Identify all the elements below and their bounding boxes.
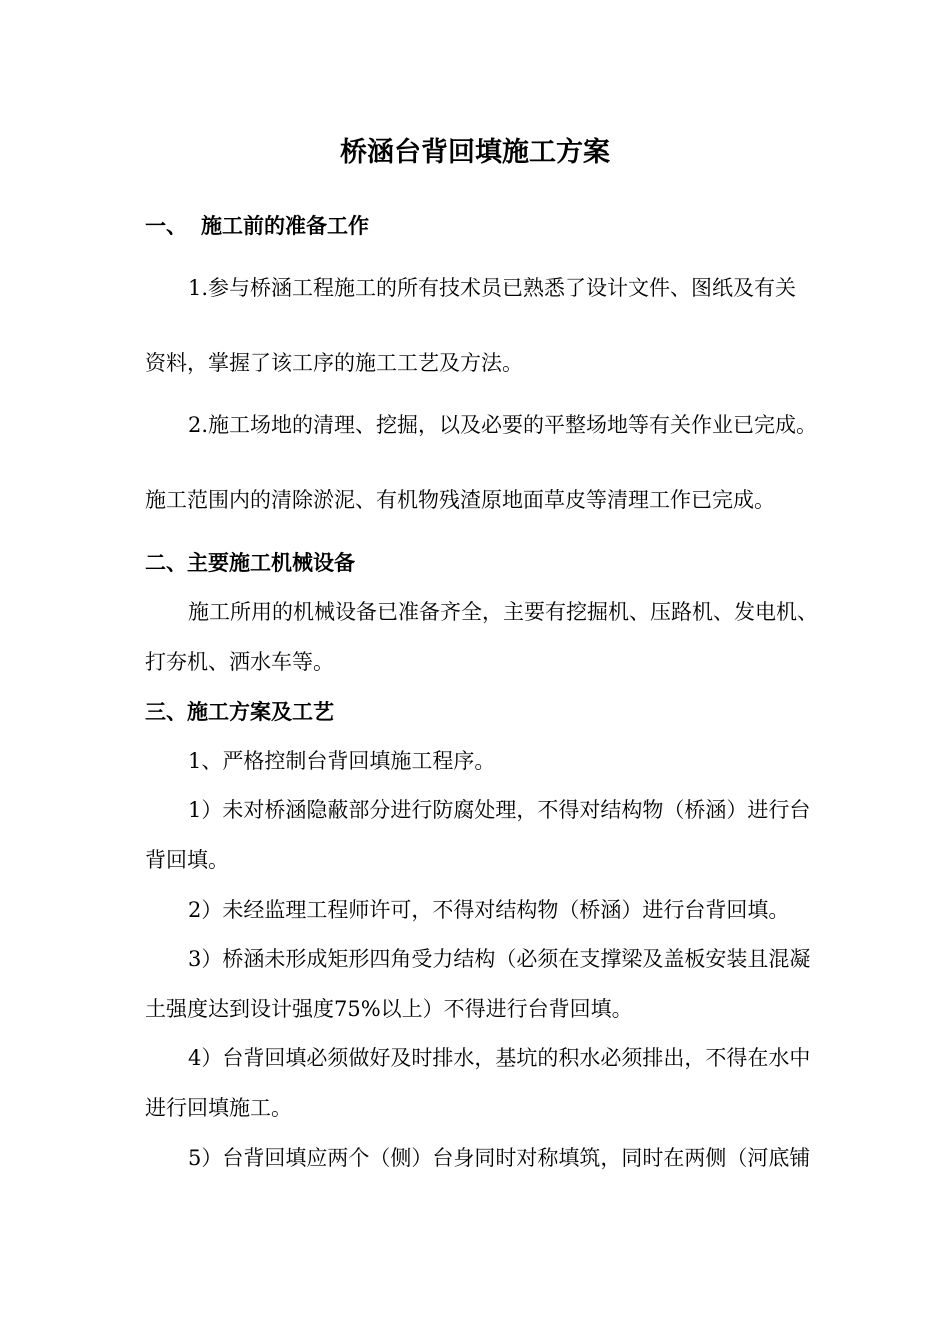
section-number-1: 一、: [145, 213, 187, 238]
section-heading-text-1: 施工前的准备工作: [201, 213, 369, 238]
section-heading-2: 二、主要施工机械设备: [145, 550, 355, 575]
paragraph-line: 2）未经监理工程师许可，不得对结构物（桥涵）进行台背回填。: [188, 898, 790, 922]
paragraph-line: 1.参与桥涵工程施工的所有技术员已熟悉了设计文件、图纸及有关: [188, 276, 797, 300]
paragraph-line: 打夯机、洒水车等。: [145, 650, 334, 674]
paragraph-line: 施工范围内的清除淤泥、有机物残渣原地面草皮等清理工作已完成。: [145, 488, 775, 512]
paragraph-line: 资料，掌握了该工序的施工工艺及方法。: [145, 351, 523, 375]
paragraph-line: 施工所用的机械设备已准备齐全，主要有挖掘机、压路机、发电机、: [188, 600, 818, 624]
paragraph-line: 进行回填施工。: [145, 1096, 292, 1120]
paragraph-line: 2.施工场地的清理、挖掘，以及必要的平整场地等有关作业已完成。: [188, 413, 818, 437]
section-heading-3: 三、施工方案及工艺: [145, 699, 334, 724]
paragraph-line: 背回填。: [145, 848, 229, 872]
paragraph-line: 5）台背回填应两个（侧）台身同时对称填筑，同时在两侧（河底铺: [188, 1146, 811, 1170]
section-heading-1: [145, 213, 369, 239]
paragraph-line: 土强度达到设计强度75%以上）不得进行台背回填。: [145, 997, 633, 1021]
paragraph-line: 3）桥涵未形成矩形四角受力结构（必须在支撑梁及盖板安装且混凝: [188, 947, 811, 971]
paragraph-line: 1、严格控制台背回填施工程序。: [188, 749, 496, 773]
page-title: 桥涵台背回填施工方案: [340, 137, 610, 168]
paragraph-line: 1）未对桥涵隐蔽部分进行防腐处理，不得对结构物（桥涵）进行台: [188, 798, 811, 822]
paragraph-line: 4）台背回填必须做好及时排水，基坑的积水必须排出，不得在水中: [188, 1046, 811, 1070]
